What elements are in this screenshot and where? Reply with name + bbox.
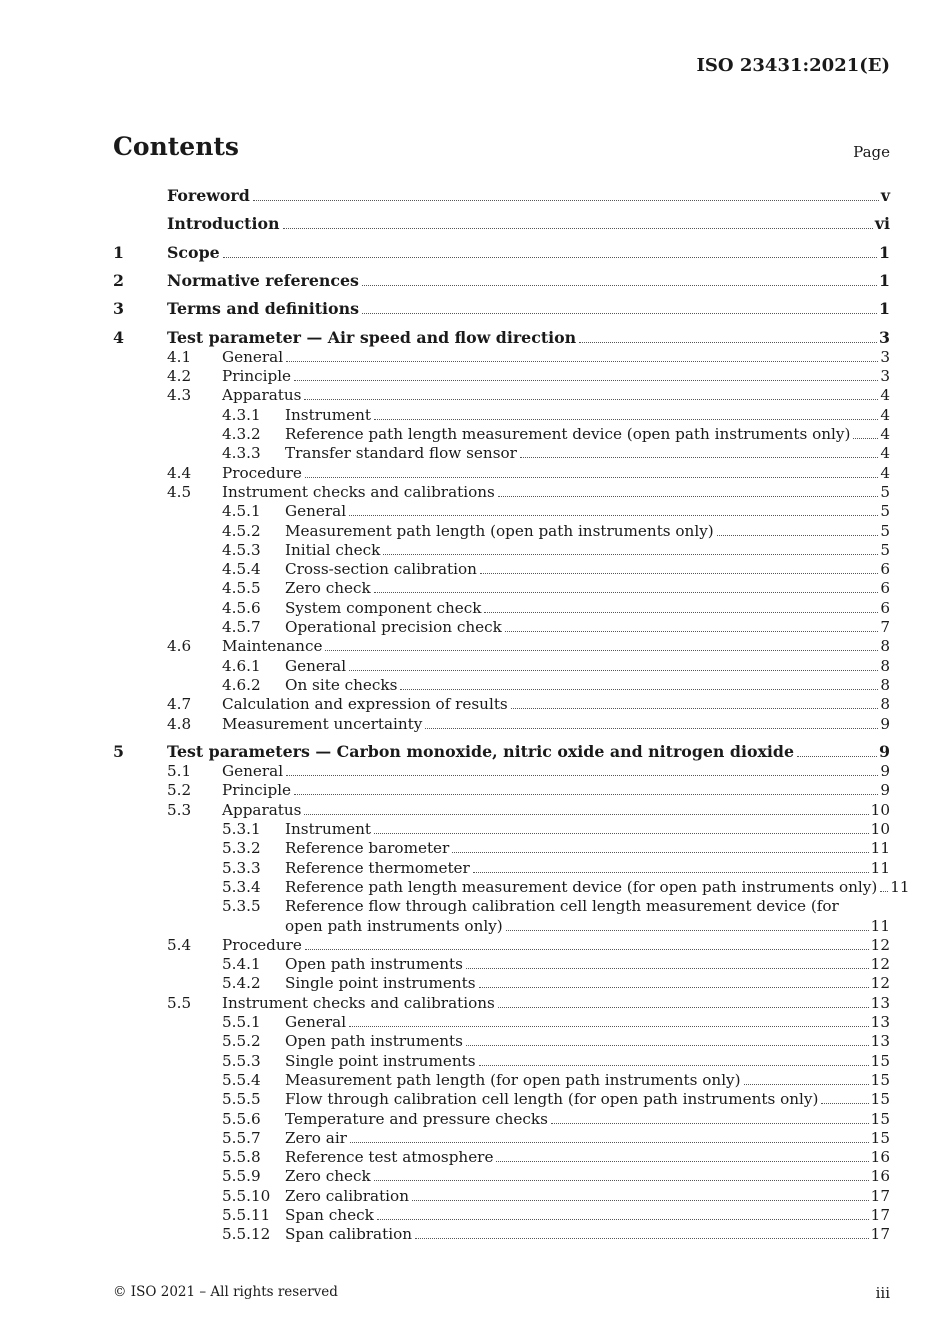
page-title: Contents (113, 132, 240, 161)
toc-entry-page: 6 (880, 598, 890, 617)
toc-entry-page: 1 (879, 299, 890, 319)
toc-entry-title: Initial check (285, 540, 381, 559)
toc-entry-page: 1 (879, 270, 890, 290)
toc-entry-number: 4 (113, 327, 124, 347)
toc-entry-page: 6 (880, 560, 890, 579)
toc-entry[interactable] (113, 993, 890, 1013)
toc-entry-page: 3 (880, 347, 890, 366)
toc-entry-page: 15 (870, 1090, 890, 1109)
toc-entry-title: Operational precision check (285, 618, 502, 636)
toc-entry-page: vi (874, 214, 890, 234)
toc-entry-title: Principle (222, 781, 292, 800)
toc-dot-leader (412, 1186, 869, 1201)
toc-entry[interactable] (113, 443, 890, 463)
toc-entry[interactable] (113, 1031, 890, 1051)
toc-entry[interactable] (113, 1051, 890, 1071)
toc-entry-number: 5.3.4 (222, 877, 261, 896)
toc-entry-page: 3 (879, 327, 890, 347)
toc-entry-number: 4.6 (167, 637, 192, 656)
toc-entry-number: 5.5.10 (222, 1186, 271, 1205)
toc-entry[interactable] (113, 877, 910, 897)
toc-dot-leader (286, 347, 878, 362)
toc-entry-number: 5.5 (167, 993, 192, 1012)
toc-entry[interactable] (113, 366, 890, 386)
toc-dot-leader (853, 424, 878, 439)
toc-dot-leader (717, 521, 879, 536)
toc-entry-title: Normative references (167, 270, 359, 290)
page-column-label: Page (853, 143, 890, 161)
toc-entry-title: Single point instruments (285, 1051, 476, 1070)
toc-entry-number: 4.3.3 (222, 444, 261, 463)
toc-entry-title: General (222, 762, 284, 781)
toc-entry-page: 13 (870, 993, 890, 1012)
toc-dot-leader (350, 1128, 869, 1143)
toc-entry-number: 5.5.12 (222, 1225, 271, 1244)
toc-entry-title: Reference thermometer (285, 858, 470, 877)
toc-entry[interactable] (113, 838, 890, 858)
toc-entry-number: 5.4.2 (222, 974, 261, 993)
toc-entry-number: 4.5.3 (222, 540, 261, 559)
toc-entry-title: Foreword (167, 186, 250, 205)
toc-entry-number: 4.7 (167, 695, 192, 714)
toc-entry[interactable] (113, 299, 890, 319)
toc-entry-title: Procedure (222, 935, 302, 954)
toc-entry-continuation[interactable] (113, 916, 890, 936)
toc-entry-number: 5.4 (167, 935, 192, 954)
toc-entry[interactable] (113, 501, 890, 521)
toc-entry-number: 2 (113, 270, 124, 290)
toc-entry-page: 6 (880, 579, 890, 598)
toc-entry[interactable] (113, 424, 890, 444)
toc-entry-title: Span calibration (285, 1225, 412, 1244)
toc-entry-number: 5.5.9 (222, 1167, 261, 1186)
toc-dot-leader (286, 761, 878, 776)
toc-entry-number: 5.5.4 (222, 1070, 261, 1089)
toc-entry-page: 8 (880, 637, 890, 656)
toc-entry[interactable] (113, 954, 890, 974)
toc-entry-title: Reference path length measurement device (open path instruments only) (285, 425, 851, 443)
toc-entry-title: Terms and definitions (167, 299, 359, 319)
document-id: ISO 23431:2021(E) (696, 55, 890, 76)
toc-entry-number: 5.5.2 (222, 1032, 261, 1051)
toc-entry[interactable] (113, 617, 890, 637)
toc-entry-number: 3 (113, 299, 124, 319)
toc-entry-number: 5.5.7 (222, 1128, 261, 1147)
toc-entry-number: 5.5.8 (222, 1148, 261, 1167)
toc-dot-leader (466, 1031, 869, 1046)
toc-entry-number: 4.2 (167, 367, 192, 386)
toc-entry[interactable] (113, 761, 890, 781)
toc-entry-page: 15 (870, 1051, 890, 1070)
toc-entry-title: Zero check (285, 1167, 371, 1186)
toc-entry-number: 5.5.5 (222, 1090, 261, 1109)
toc-dot-leader (496, 1147, 868, 1162)
toc-entry-title: Test parameters — Carbon monoxide, nitric oxide and nitrogen dioxide (167, 741, 794, 761)
toc-entry-page: 9 (880, 714, 890, 733)
toc-dot-leader (551, 1109, 869, 1124)
toc-entry[interactable] (113, 598, 890, 618)
toc-dot-leader (452, 838, 868, 853)
toc-dot-leader (480, 559, 878, 574)
toc-entry[interactable] (113, 858, 890, 878)
toc-entry[interactable] (113, 1012, 890, 1032)
toc-entry-title: Open path instruments (285, 1032, 463, 1051)
toc-entry[interactable] (113, 636, 890, 656)
toc-dot-leader (325, 636, 878, 651)
toc-dot-leader (506, 916, 869, 931)
toc-entry[interactable] (113, 935, 890, 955)
toc-entry-page: 3 (880, 367, 890, 386)
toc-entry-number: 5.5.3 (222, 1051, 261, 1070)
toc-entry-page: 13 (870, 1032, 890, 1051)
toc-entry-number: 4.1 (167, 347, 192, 366)
toc-entry[interactable] (113, 271, 890, 291)
toc-entry-title: Procedure (222, 463, 302, 482)
toc-dot-leader (283, 214, 873, 229)
toc-entry-number: 5.5.1 (222, 1013, 261, 1031)
toc-entry[interactable] (113, 482, 890, 502)
toc-entry[interactable] (113, 1224, 890, 1244)
toc-entry[interactable] (113, 1109, 890, 1129)
toc-dot-leader (305, 463, 878, 478)
toc-entry-title: On site checks (285, 675, 398, 694)
toc-entry-title: Test parameter — Air speed and flow direction (167, 327, 577, 347)
toc-entry-number: 4.5.1 (222, 502, 261, 521)
toc-entry-page: 11 (890, 877, 910, 896)
toc-dot-leader (473, 858, 869, 873)
toc-entry-page: 11 (870, 858, 890, 877)
toc-entry[interactable] (113, 521, 890, 541)
toc-entry-page: 4 (880, 386, 890, 405)
toc-dot-leader (821, 1089, 868, 1104)
toc-dot-leader (744, 1070, 869, 1085)
toc-entry-title: Scope (167, 242, 220, 262)
toc-entry-page: 1 (879, 242, 890, 262)
toc-entry-number: 4.3 (167, 386, 192, 405)
toc-dot-leader (253, 186, 879, 201)
toc-entry-page: 17 (870, 1186, 890, 1205)
toc-entry-page: 7 (880, 618, 890, 636)
toc-entry-title: Zero air (285, 1128, 347, 1147)
toc-entry-page: 12 (870, 974, 890, 993)
toc-dot-leader (505, 617, 879, 632)
toc-entry-number: 4.6.2 (222, 675, 261, 694)
toc-entry-title: Reference test atmosphere (285, 1148, 494, 1167)
toc-entry-number: 4.6.1 (222, 656, 261, 675)
toc-entry-page: 5 (880, 482, 890, 501)
toc-entry-page: 12 (870, 935, 890, 954)
toc-dot-leader (520, 443, 878, 458)
toc-entry-title: Zero calibration (285, 1186, 409, 1205)
toc-entry[interactable] (113, 694, 890, 714)
toc-dot-leader (498, 482, 879, 497)
toc-entry-number: 5.3.5 (222, 897, 261, 916)
toc-entry-page: 16 (870, 1148, 890, 1167)
toc-entry-title: Single point instruments (285, 974, 476, 993)
toc-entry-page: 12 (870, 955, 890, 974)
toc-entry-number: 5.3.1 (222, 820, 261, 838)
toc-entry-number: 1 (113, 242, 124, 262)
toc-dot-leader (415, 1224, 869, 1239)
toc-dot-leader (479, 1051, 869, 1066)
toc-entry-page: 10 (870, 800, 890, 819)
toc-entry[interactable] (113, 800, 890, 820)
toc-entry[interactable] (113, 214, 890, 234)
toc-dot-leader (362, 271, 877, 286)
toc-dot-leader (305, 935, 869, 950)
toc-entry[interactable] (113, 243, 890, 263)
toc-entry-page: 4 (880, 463, 890, 482)
toc-entry-number: 4.3.2 (222, 425, 261, 443)
toc-dot-leader (223, 243, 877, 258)
toc-entry-page: 9 (880, 781, 890, 800)
toc-entry-number: 4.5.7 (222, 618, 261, 636)
toc-entry-title: Introduction (167, 214, 280, 234)
toc-entry-title: Zero check (285, 579, 371, 598)
toc-entry[interactable] (113, 1089, 890, 1109)
toc-entry-page: 9 (880, 762, 890, 781)
toc-dot-leader (383, 540, 878, 555)
toc-entry-title: System component check (285, 598, 482, 617)
toc-entry[interactable] (113, 186, 890, 206)
footer-page-number: iii (875, 1284, 890, 1302)
toc-entry-number: 4.5.2 (222, 521, 261, 540)
toc-dot-leader (349, 656, 878, 671)
toc-entry[interactable] (113, 1128, 890, 1148)
toc-entry-title: Measurement path length (for open path instruments only) (285, 1070, 741, 1089)
toc-entry-page: 17 (870, 1206, 890, 1224)
toc-entry-page: 15 (870, 1128, 890, 1147)
toc-dot-leader (511, 694, 879, 709)
toc-entry[interactable] (113, 1166, 890, 1186)
toc-entry[interactable] (113, 1070, 890, 1090)
toc-entry-title: General (285, 502, 347, 521)
toc-entry-page: 5 (880, 521, 890, 540)
toc-entry[interactable] (113, 896, 890, 916)
toc-entry-number: 5.3 (167, 800, 192, 819)
toc-entry-number: 4.5.4 (222, 560, 261, 579)
toc-entry-title: Apparatus (222, 386, 302, 405)
toc-entry-number: 5.1 (167, 762, 192, 781)
toc-entry-title: Instrument (285, 405, 371, 424)
toc-entry-title: Instrument checks and calibrations (222, 993, 495, 1012)
toc-dot-leader (304, 385, 878, 400)
toc-entry[interactable] (113, 578, 890, 598)
toc-entry[interactable] (113, 385, 890, 405)
toc-entry[interactable] (113, 463, 890, 483)
toc-dot-leader (362, 299, 877, 314)
toc-entry-title: Principle (222, 367, 292, 386)
toc-dot-leader (349, 501, 878, 516)
toc-entry[interactable] (113, 780, 890, 800)
toc-dot-leader (294, 780, 878, 795)
toc-entry-title: Flow through calibration cell length (for open path instruments only) (285, 1090, 819, 1109)
toc-entry-title: Instrument (285, 820, 371, 838)
footer-copyright: © ISO 2021 – All rights reserved (113, 1284, 338, 1300)
toc-entry[interactable] (113, 559, 890, 579)
toc-entry-number: 5.4.1 (222, 955, 261, 974)
toc-entry[interactable] (113, 656, 890, 676)
toc-entry-page: 5 (880, 502, 890, 521)
toc-entry-number: 4.5 (167, 482, 192, 501)
toc-entry-title: open path instruments only) (285, 916, 503, 935)
toc-entry-page: 10 (870, 820, 890, 838)
toc-dot-leader (797, 742, 877, 757)
toc-entry-number: 4.4 (167, 463, 192, 482)
toc-entry-number: 5.5.6 (222, 1109, 261, 1128)
toc-dot-leader (579, 328, 877, 343)
toc-entry-title: Open path instruments (285, 955, 463, 974)
toc-entry-number: 4.8 (167, 714, 192, 733)
toc-entry-title: General (285, 1013, 347, 1031)
toc-entry-title: Maintenance (222, 637, 323, 656)
toc-entry[interactable] (113, 347, 890, 367)
toc-entry[interactable] (113, 819, 890, 839)
toc-entry-page: 5 (880, 540, 890, 559)
toc-entry-title: Reference path length measurement device (for open path instruments only) (285, 877, 878, 896)
toc-entry-number: 5 (113, 741, 124, 761)
toc-entry[interactable] (113, 405, 890, 425)
toc-entry[interactable] (113, 973, 890, 993)
toc-entry-page: v (880, 186, 890, 205)
toc-dot-leader (466, 954, 869, 969)
toc-entry[interactable] (113, 1205, 890, 1225)
toc-entry-page: 8 (880, 656, 890, 675)
toc-entry-page: 8 (880, 675, 890, 694)
toc-entry-title: Calculation and expression of results (222, 695, 508, 714)
toc-entry[interactable] (113, 675, 890, 695)
toc-entry-page: 4 (880, 444, 890, 463)
toc-entry-page: 11 (870, 839, 890, 858)
toc-entry[interactable] (113, 714, 890, 734)
toc-entry-page: 16 (870, 1167, 890, 1186)
toc-entry-title: Instrument checks and calibrations (222, 482, 495, 501)
toc-entry-title: Measurement path length (open path instruments only) (285, 521, 714, 540)
toc-entry-title: Cross-section calibration (285, 560, 477, 579)
toc-entry-number: 5.5.11 (222, 1206, 271, 1224)
toc-dot-leader (498, 993, 869, 1008)
toc-entry-title: Measurement uncertainty (222, 714, 423, 733)
toc-entry-number: 4.3.1 (222, 405, 261, 424)
toc-entry-title: Temperature and pressure checks (285, 1109, 548, 1128)
toc-entry-page: 9 (879, 741, 890, 761)
toc-dot-leader (349, 1012, 869, 1027)
toc-entry-number: 5.3.2 (222, 839, 261, 858)
toc-dot-leader (374, 1166, 869, 1181)
toc-entry-number: 4.5.6 (222, 598, 261, 617)
toc-entry-page: 11 (870, 916, 890, 935)
toc-entry-page: 13 (870, 1013, 890, 1031)
toc-entry-page: 4 (880, 405, 890, 424)
toc-entry-page: 15 (870, 1070, 890, 1089)
toc-dot-leader (479, 973, 869, 988)
toc-entry[interactable] (113, 742, 890, 762)
toc-entry-title: General (222, 347, 284, 366)
toc-dot-leader (374, 578, 879, 593)
toc-entry-number: 5.3.3 (222, 858, 261, 877)
toc-entry-page: 4 (880, 425, 890, 443)
toc-entry-page: 15 (870, 1109, 890, 1128)
toc-entry-title: General (285, 656, 347, 675)
toc-entry-page: 17 (870, 1225, 890, 1244)
toc-entry-number: 5.2 (167, 781, 192, 800)
toc-entry-title: Reference barometer (285, 839, 450, 858)
toc-dot-leader (400, 675, 878, 690)
toc-entry[interactable] (113, 1186, 890, 1206)
toc-entry-title: Span check (285, 1206, 374, 1224)
toc-entry-title: Apparatus (222, 800, 302, 819)
toc-dot-leader (374, 405, 878, 420)
toc-entry-title: Reference flow through calibration cell length measurement device (for (285, 897, 839, 916)
toc-dot-leader (484, 598, 878, 613)
toc-entry[interactable] (113, 540, 890, 560)
toc-entry-page: 8 (880, 695, 890, 714)
toc-dot-leader (880, 877, 888, 892)
toc-dot-leader (304, 800, 868, 815)
toc-entry-number: 4.5.5 (222, 579, 261, 598)
toc-entry[interactable] (113, 1147, 890, 1167)
toc-dot-leader (374, 819, 869, 834)
toc-dot-leader (425, 714, 878, 729)
toc-entry[interactable] (113, 328, 890, 348)
toc-dot-leader (294, 366, 878, 381)
toc-entry-title: Transfer standard flow sensor (285, 444, 517, 463)
toc-dot-leader (377, 1205, 869, 1220)
